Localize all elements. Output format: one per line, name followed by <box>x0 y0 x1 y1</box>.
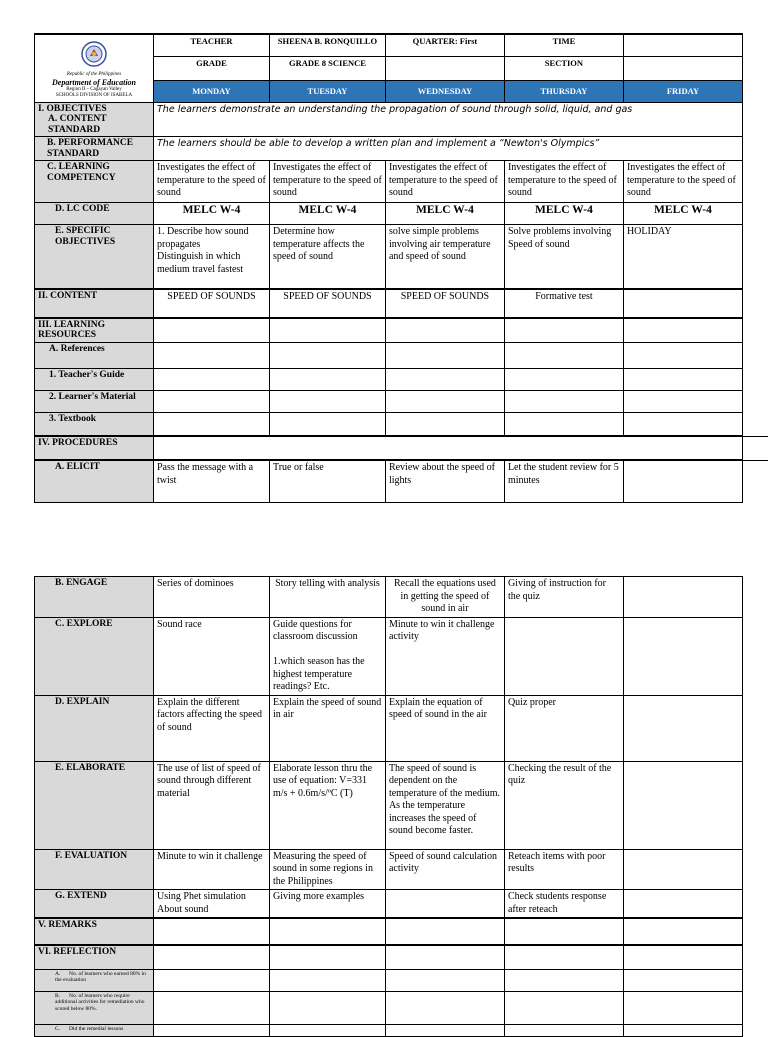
content-standard-text: The learners demonstrate an understanding the propagation of sound through solid, liquid, and gas <box>154 102 743 137</box>
extend-fri <box>623 890 742 919</box>
logo-line2: Department of Education <box>51 77 136 87</box>
day-wednesday: WEDNESDAY <box>385 80 504 102</box>
specific-fri: HOLIDAY <box>623 225 742 289</box>
objectives-label <box>35 102 154 137</box>
evaluation-thu: Reteach items with poor results <box>504 849 623 890</box>
remarks-cell <box>269 918 385 945</box>
day-friday: FRIDAY <box>623 80 742 102</box>
tb-cell <box>504 412 623 436</box>
refl-b-cell <box>623 991 742 1024</box>
tg-cell <box>269 368 385 390</box>
refl-a-cell <box>623 969 742 991</box>
engage-mon: Series of dominoes <box>154 577 270 618</box>
elaborate-label: E. ELABORATE <box>35 761 154 849</box>
reflection-a-text: No. of learners who earned 80% in the evaluation <box>55 970 146 983</box>
resources-cell <box>623 318 742 343</box>
evaluation-mon: Minute to win it challenge <box>154 849 270 890</box>
specific-wed: solve simple problems involving air temperature and speed of sound <box>385 225 504 289</box>
refl-b-cell <box>385 991 504 1024</box>
lc-code-thu: MELC W-4 <box>504 203 623 225</box>
reflection-b-label <box>35 991 154 1024</box>
remarks-cell <box>504 918 623 945</box>
specific-objectives-label: E. SPECIFIC OBJECTIVES <box>35 225 154 289</box>
lc-code-wed: MELC W-4 <box>385 203 504 225</box>
grade-extra <box>385 56 504 80</box>
reflection-cell <box>154 945 270 969</box>
content-wed: SPEED OF SOUNDS <box>385 289 504 318</box>
elicit-mon: Pass the message with a twist <box>154 460 270 502</box>
dll-table-page2 <box>34 576 743 1037</box>
refl-a-cell <box>269 969 385 991</box>
elaborate-wed: The speed of sound is dependent on the temperature of the medium. As the temperature increases the speed of sound become faster. <box>385 761 504 849</box>
reflection-c-text: Did the remedial lessons <box>69 1025 124 1032</box>
tb-cell <box>623 412 742 436</box>
remarks-label: V. REMARKS <box>35 918 154 945</box>
day-monday: MONDAY <box>154 80 270 102</box>
lc-code-tue: MELC W-4 <box>269 203 385 225</box>
grade-label: GRADE <box>154 56 270 80</box>
remarks-cell <box>154 918 270 945</box>
refl-c-cell <box>154 1024 270 1036</box>
tg-cell <box>385 368 504 390</box>
content-standard-label: A. CONTENT STANDARD <box>48 114 107 135</box>
logo-line3: Region II – Cagayan Valley <box>66 86 122 92</box>
evaluation-label: F. EVALUATION <box>35 849 154 890</box>
explain-wed: Explain the equation of speed of sound in the air <box>385 695 504 761</box>
resources-cell <box>269 318 385 343</box>
lc-code-mon: MELC W-4 <box>154 203 270 225</box>
extend-mon: Using Phet simulation About sound <box>154 890 270 919</box>
tb-cell <box>154 412 270 436</box>
references-cell <box>154 342 270 368</box>
specific-tue: Determine how temperature affects the speed of sound <box>269 225 385 289</box>
content-label: II. CONTENT <box>35 289 154 318</box>
reflection-c-num: C. <box>55 1025 61 1032</box>
objectives-title: I. OBJECTIVES <box>38 103 107 114</box>
tg-cell <box>623 368 742 390</box>
reflection-a-label <box>35 969 154 991</box>
elaborate-fri <box>623 761 742 849</box>
remarks-cell <box>623 918 742 945</box>
extend-wed <box>385 890 504 919</box>
specific-thu: Solve problems involving Speed of sound <box>504 225 623 289</box>
elicit-fri <box>623 460 742 502</box>
refl-a-cell <box>504 969 623 991</box>
tg-cell <box>154 368 270 390</box>
refl-a-cell <box>385 969 504 991</box>
extend-tue: Giving more examples <box>269 890 385 919</box>
content-thu: Formative test <box>504 289 623 318</box>
grade-value: GRADE 8 SCIENCE <box>269 56 385 80</box>
explore-label: C. EXPLORE <box>35 617 154 695</box>
engage-fri <box>623 577 742 618</box>
explain-label: D. EXPLAIN <box>35 695 154 761</box>
reflection-c-label <box>35 1024 154 1036</box>
performance-standard-label: B. PERFORMANCE STANDARD <box>35 137 154 161</box>
elicit-tue: True or false <box>269 460 385 502</box>
refl-c-cell <box>269 1024 385 1036</box>
references-cell <box>385 342 504 368</box>
evaluation-tue: Measuring the speed of sound in some regions in the Philippines <box>269 849 385 890</box>
lc-code-fri: MELC W-4 <box>623 203 742 225</box>
quarter-label: QUARTER: First <box>385 34 504 56</box>
explain-mon: Explain the different factors affecting the speed of sound <box>154 695 270 761</box>
refl-b-cell <box>504 991 623 1024</box>
competency-tue: Investigates the effect of temperature to the speed of sound <box>269 161 385 203</box>
lc-code-label: D. LC CODE <box>35 203 154 225</box>
references-cell <box>623 342 742 368</box>
tg-cell <box>504 368 623 390</box>
reflection-a-num: A. <box>55 970 61 977</box>
learners-material-label: 2. Learner's Material <box>35 390 154 412</box>
resources-cell <box>154 318 270 343</box>
deped-logo-block <box>35 34 154 102</box>
lm-cell <box>154 390 270 412</box>
references-cell <box>504 342 623 368</box>
resources-cell <box>385 318 504 343</box>
day-thursday: THURSDAY <box>504 80 623 102</box>
section-value <box>623 56 742 80</box>
day-tuesday: TUESDAY <box>269 80 385 102</box>
competency-fri: Investigates the effect of temperature to the speed of sound <box>623 161 742 203</box>
competency-thu: Investigates the effect of temperature to the speed of sound <box>504 161 623 203</box>
engage-label: B. ENGAGE <box>35 577 154 618</box>
lm-cell <box>269 390 385 412</box>
elicit-label: A. ELICIT <box>35 460 154 502</box>
elaborate-tue: Elaborate lesson thru the use of equation: V=331 m/s + 0.6m/s/ºC (T) <box>269 761 385 849</box>
procedures-cell <box>154 436 743 460</box>
references-cell <box>269 342 385 368</box>
section-label: SECTION <box>504 56 623 80</box>
refl-c-cell <box>623 1024 742 1036</box>
resources-label: III. LEARNING RESOURCES <box>35 318 154 343</box>
reflection-cell <box>269 945 385 969</box>
elaborate-mon: The use of list of speed of sound through different material <box>154 761 270 849</box>
explain-tue: Explain the speed of sound in air <box>269 695 385 761</box>
engage-tue: Story telling with analysis <box>269 577 385 618</box>
content-mon: SPEED OF SOUNDS <box>154 289 270 318</box>
reflection-cell <box>385 945 504 969</box>
competency-wed: Investigates the effect of temperature to the speed of sound <box>385 161 504 203</box>
reflection-label: VI. REFLECTION <box>35 945 154 969</box>
procedures-ext-line <box>743 436 768 437</box>
tb-cell <box>269 412 385 436</box>
time-value <box>623 34 742 56</box>
lm-cell <box>504 390 623 412</box>
explain-fri <box>623 695 742 761</box>
deped-seal-icon <box>79 41 109 67</box>
reflection-cell <box>623 945 742 969</box>
explore-thu <box>504 617 623 695</box>
engage-wed: Recall the equations used in getting the speed of sound in air <box>385 577 504 618</box>
teachers-guide-label: 1. Teacher's Guide <box>35 368 154 390</box>
elicit-thu: Let the student review for 5 minutes <box>504 460 623 502</box>
time-label: TIME <box>504 34 623 56</box>
tb-cell <box>385 412 504 436</box>
content-tue: SPEED OF SOUNDS <box>269 289 385 318</box>
procedures-label: IV. PROCEDURES <box>35 436 154 460</box>
competency-label: C. LEARNING COMPETENCY <box>35 161 154 203</box>
performance-standard-text: The learners should be able to develop a written plan and implement a “Newton's Olympics” <box>154 137 743 161</box>
remarks-cell <box>385 918 504 945</box>
logo-line4: SCHOOLS DIVISION OF ISABELA <box>55 92 133 98</box>
evaluation-wed: Speed of sound calculation activity <box>385 849 504 890</box>
elaborate-thu: Checking the result of the quiz <box>504 761 623 849</box>
evaluation-fri <box>623 849 742 890</box>
teacher-value: SHEENA B. RONQUILLO <box>269 34 385 56</box>
elicit-wed: Review about the speed of lights <box>385 460 504 502</box>
resources-cell <box>504 318 623 343</box>
procedures-ext-line <box>743 460 768 461</box>
references-label: A. References <box>35 342 154 368</box>
dll-table-page1 <box>34 33 743 503</box>
lm-cell <box>385 390 504 412</box>
competency-mon: Investigates the effect of temperature to the speed of sound <box>154 161 270 203</box>
refl-b-cell <box>154 991 270 1024</box>
explore-wed: Minute to win it challenge activity <box>385 617 504 695</box>
reflection-b-text: No. of learners who require additional activities for remediation who scored below 80%. <box>55 992 145 1012</box>
engage-thu: Giving of instruction for the quiz <box>504 577 623 618</box>
explore-mon: Sound race <box>154 617 270 695</box>
specific-mon: 1. Describe how sound propagates Distinguish in which medium travel fastest <box>154 225 270 289</box>
logo-line1: Republic of the Philippines <box>66 71 122 77</box>
reflection-cell <box>504 945 623 969</box>
refl-b-cell <box>269 991 385 1024</box>
textbook-label: 3. Textbook <box>35 412 154 436</box>
lm-cell <box>623 390 742 412</box>
refl-a-cell <box>154 969 270 991</box>
explore-tue: Guide questions for classroom discussion 1.which season has the highest temperature readings? Etc. <box>269 617 385 695</box>
extend-label: G. EXTEND <box>35 890 154 919</box>
extend-thu: Check students response after reteach <box>504 890 623 919</box>
content-fri <box>623 289 742 318</box>
refl-c-cell <box>504 1024 623 1036</box>
refl-c-cell <box>385 1024 504 1036</box>
reflection-b-num: B. <box>55 992 61 999</box>
teacher-label: TEACHER <box>154 34 270 56</box>
explore-fri <box>623 617 742 695</box>
explain-thu: Quiz proper <box>504 695 623 761</box>
